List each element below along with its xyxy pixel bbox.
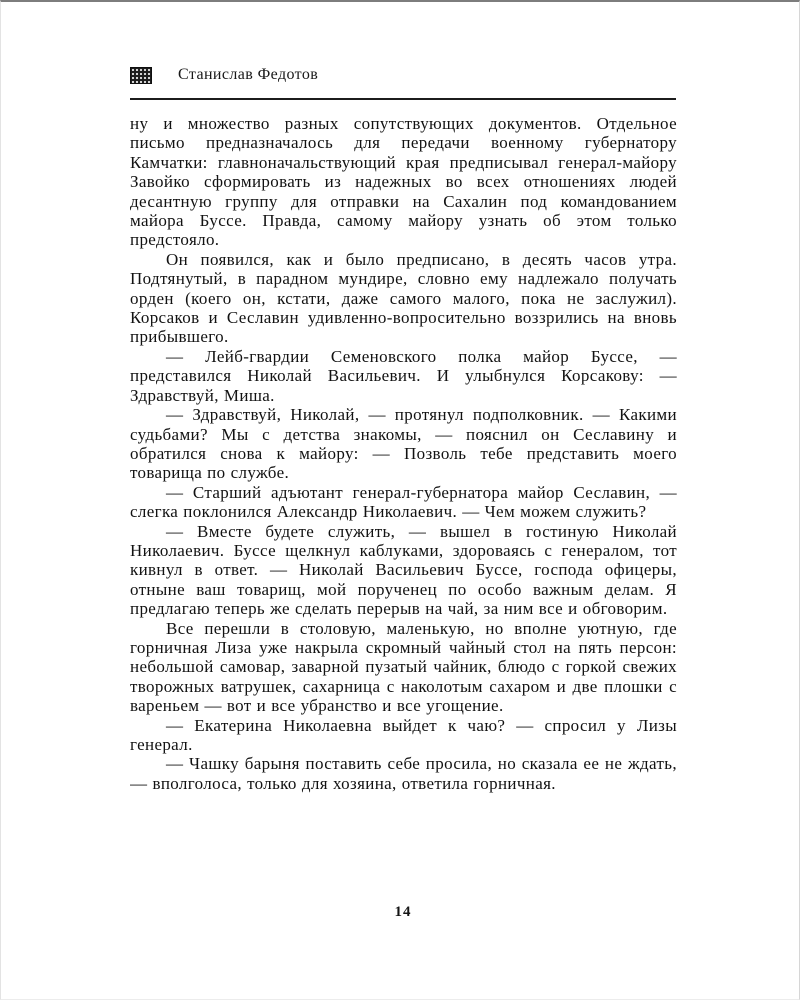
body-paragraph: — Вместе будете служить, — вышел в гостиную Николай Николаевич. Буссе щелкнул каблуками, здороваясь с генералом, тот кивнул в ответ. — Николай Васильевич Буссе, господа офицеры, отныне ваш товарищ, мой порученец по особо важным делам. Я предлагаю теперь же сделать перерыв на чай, за ним все и обговорим. [130, 521, 677, 619]
publisher-ornament-icon [130, 67, 152, 84]
page-number: 14 [394, 904, 412, 920]
body-paragraph: — Старший адъютант генерал-губернатора майор Сеславин, — слегка поклонился Александр Николаевич. — Чем можем служить? [130, 482, 677, 522]
body-text [130, 114, 677, 902]
author-name: Станислав Федотов [178, 66, 319, 83]
body-paragraph: ну и множество разных сопутствующих документов. Отдельное письмо предназначалось для передачи военному губернатору Камчатки: главноначальствующий края предписывал генерал-майору Завойко сформировать из надежных во всех отношениях людей десантную группу для отправки на Сахалин под командованием майора Буссе. Правда, самому майору узнать об этом только предстояло. [130, 114, 677, 250]
page-header [130, 66, 676, 84]
body-paragraph: Он появился, как и было предписано, в десять часов утра. Подтянутый, в парадном мундире, словно ему надлежало получать орден (коего он, кстати, даже самого малого, пока не заслужил). Корсаков и Сеславин удивленно-вопросительно воззрились на вновь прибывшего. [130, 249, 677, 347]
body-paragraph: — Чашку барыня поставить себе просила, но сказала ее не ждать, — вполголоса, только для хозяина, ответила горничная. [130, 754, 677, 793]
body-paragraph: — Екатерина Николаевна выйдет к чаю? — спросил у Лизы генерал. [130, 715, 677, 754]
header-rule [130, 98, 676, 100]
body-paragraph: — Лейб-гвардии Семеновского полка майор Буссе, — представился Николай Васильевич. И улыбнулся Корсакову: — Здравствуй, Миша. [130, 346, 677, 405]
body-paragraph: Все перешли в столовую, маленькую, но вполне уютную, где горничная Лиза уже накрыла скромный чайный стол на пять персон: небольшой самовар, заварной пузатый чайник, блюдо с горкой свежих творожных ватрушек, сахарница с наколотым сахаром и две плошки с вареньем — вот и все убранство и все угощение. [130, 618, 677, 716]
body-paragraph: — Здравствуй, Николай, — протянул подполковник. — Какими судьбами? Мы с детства знакомы, — пояснил он Сеславину и обратился снова к майору: — Позволь тебе представить моего товарища по службе. [130, 405, 677, 483]
